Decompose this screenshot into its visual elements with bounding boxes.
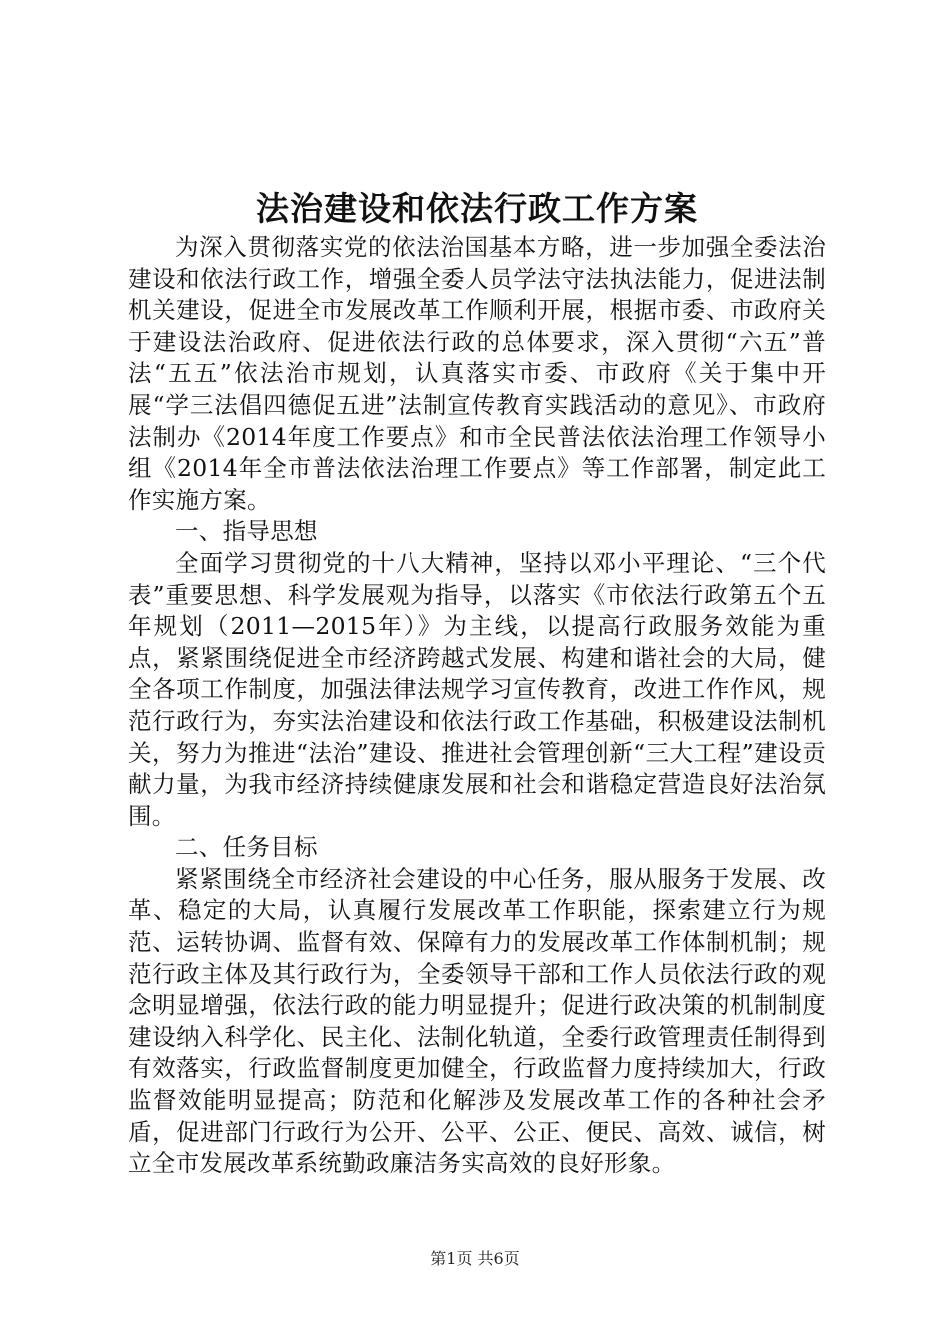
page-number-footer: 第1页 共6页: [430, 1249, 520, 1268]
task-goals-paragraph: 紧紧围绕全市经济社会建设的中心任务，服从服务于发展、改革、稳定的大局，认真履行发展改革工作职能，探索建立行为规范、运转协调、监督有效、保障有力的发展改革工作体制机制；规范行政主体及其行政行为，全委领导干部和工作人员依法行政的观念明显增强，依法行政的能力明显提升；促进行政决策的机制制度建设纳入科学化、民主化、法制化轨道，全委行政管理责任制得到有效落实，行政监督制度更加健全，行政监督力度持续加大，行政监督效能明显提高；防范和化解涉及发展改革工作的各种社会矛盾，促进部门行政行为公开、公平、公正、便民、高效、诚信，树立全市发展改革系统勤政廉洁务实高效的良好形象。: [128, 864, 826, 1178]
intro-paragraph: 为深入贯彻落实党的依法治国基本方略，进一步加强全委法治建设和依法行政工作，增强全委人员学法守法执法能力，促进法制机关建设，促进全市发展改革工作顺利开展，根据市委、市政府关于建设法治政府、促进依法行政的总体要求，深入贯彻“六五”普法“五五”依法治市规划，认真落实市委、市政府《关于集中开展“学三法倡四德促五进”法制宣传教育实践活动的意见》、市政府法制办《2014年度工作要点》和市全民普法依法治理工作领导小组《2014年全市普法依法治理工作要点》等工作部署，制定此工作实施方案。: [128, 233, 826, 514]
document-title: 法治建设和依法行政工作方案: [256, 189, 698, 228]
guiding-ideology-paragraph: 全面学习贯彻党的十八大精神，坚持以邓小平理论、“三个代表”重要思想、科学发展观为指导，以落实《市依法行政第五个五年规划（2011—2015年）》为主线，以提高行政服务效能为重点，紧紧围绕促进全市经济跨越式发展、构建和谐社会的大局，健全各项工作制度，加强法律法规学习宣传教育，改进工作作风，规范行政行为，夯实法治建设和依法行政工作基础，积极建设法制机关，努力为推进“法治”建设、推进社会管理创新“三大工程”建设贡献力量，为我市经济持续健康发展和社会和谐稳定营造良好法治氛围。: [128, 548, 826, 830]
section-heading-task-goals: 二、任务目标: [175, 833, 318, 862]
document-page: [128, 186, 826, 1180]
section-heading-guiding-ideology: 一、指导思想: [175, 517, 318, 546]
